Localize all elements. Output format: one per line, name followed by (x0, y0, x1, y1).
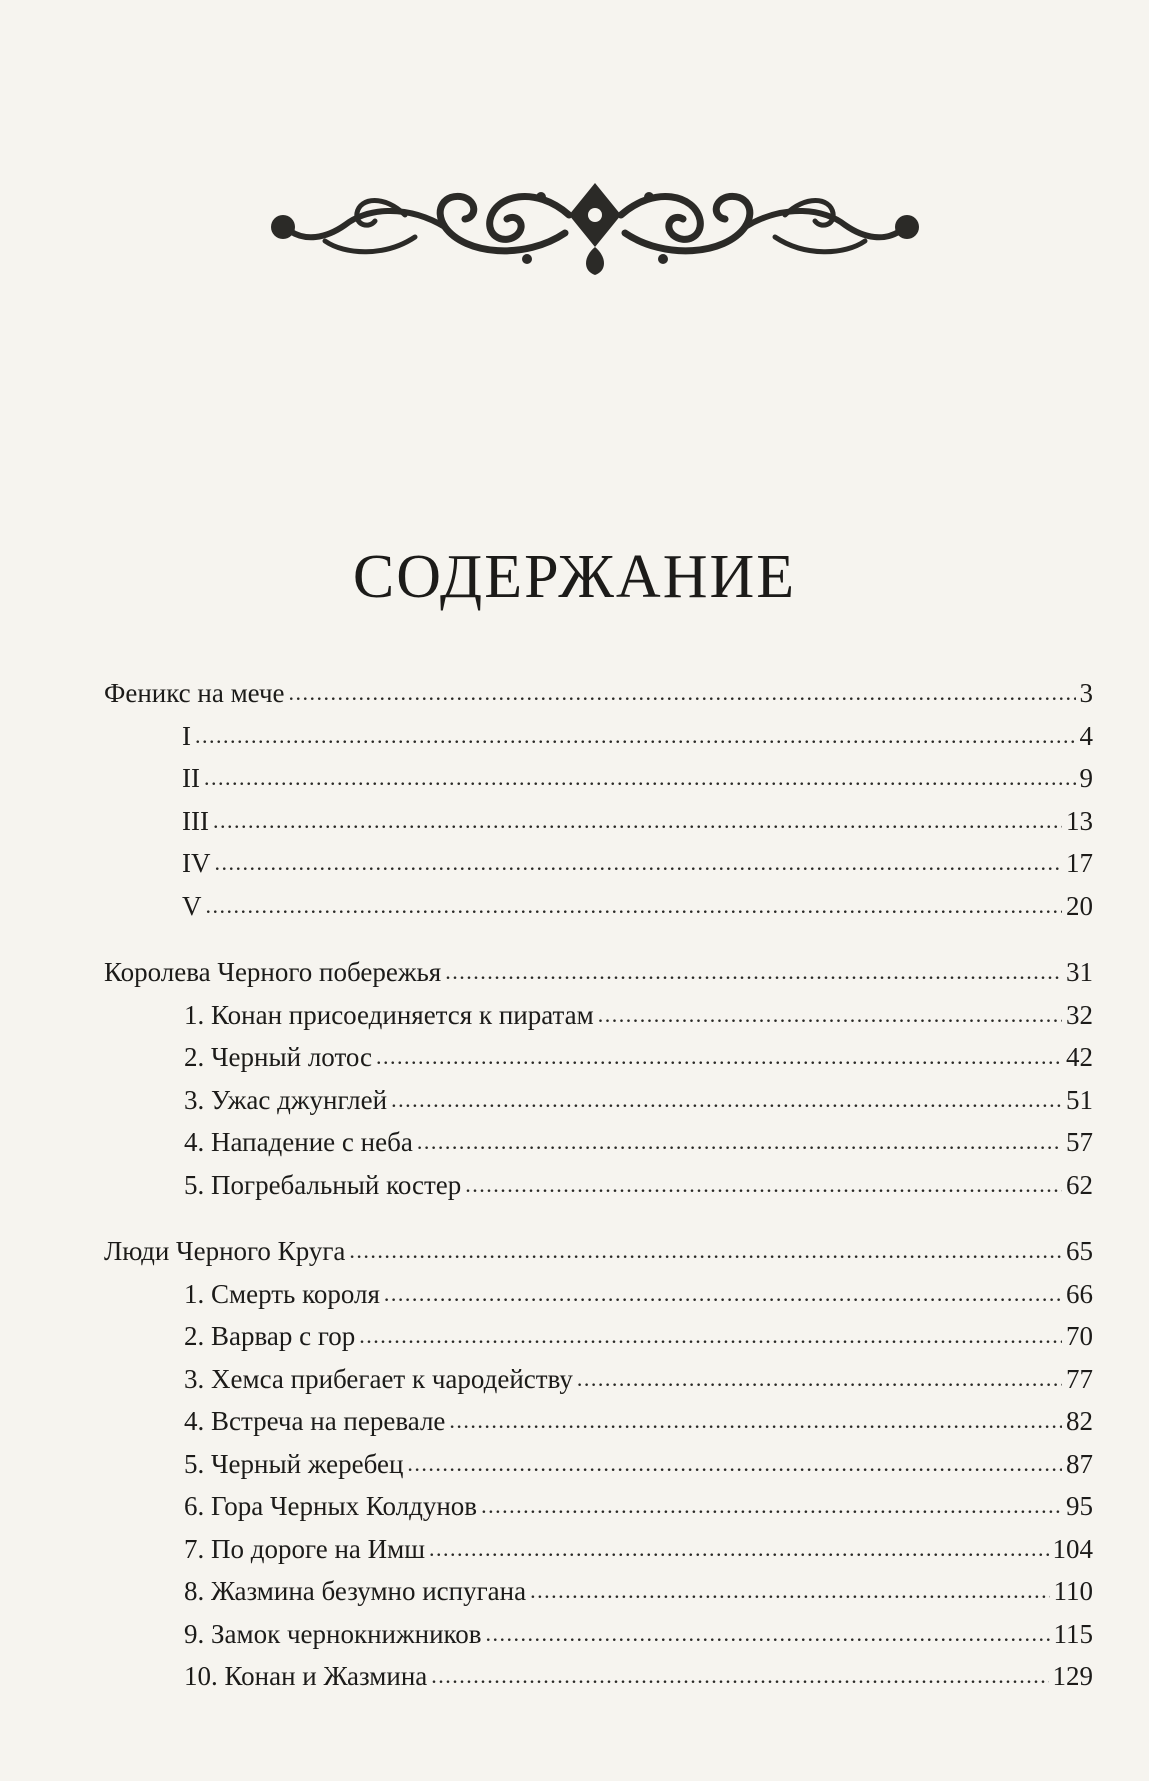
toc-page-number: 115 (1053, 1618, 1093, 1649)
toc-page-number: 20 (1066, 890, 1093, 921)
dot-leader (481, 1483, 1062, 1528)
toc-entry-label: 4. Нападение с неба (184, 1127, 413, 1157)
toc-page-number: 110 (1053, 1576, 1093, 1606)
toc-page-number: 31 (1066, 957, 1093, 987)
dot-leader (417, 1119, 1062, 1164)
dot-leader (289, 670, 1076, 715)
toc-page-number: 77 (1066, 1363, 1093, 1394)
toc-page-number: 66 (1066, 1278, 1093, 1309)
toc-entry-label: 5. Погребальный костер (184, 1169, 462, 1200)
toc-page-number: 42 (1066, 1042, 1093, 1072)
toc-entry-label: 5. Черный жеребец (184, 1448, 404, 1479)
toc-section-1 (104, 672, 1093, 927)
toc-entry-label: IV (182, 848, 211, 878)
toc-page-number: 17 (1066, 848, 1093, 878)
toc-page-number: 87 (1066, 1448, 1093, 1479)
toc-entry-label: 7. По дороге на Имш (184, 1533, 425, 1564)
toc-heading-label: Феникс на мече (104, 678, 285, 708)
toc-page-number: 3 (1079, 678, 1093, 708)
toc-page-number: 82 (1066, 1406, 1093, 1436)
toc-entry (104, 842, 1093, 885)
dot-leader (391, 1077, 1062, 1122)
toc-entry-label: I (182, 720, 191, 751)
toc-entry (104, 1036, 1093, 1079)
toc-entry (104, 1358, 1093, 1401)
toc-entry-label: 8. Жазмина безумно испугана (184, 1576, 527, 1606)
toc-page-number: 129 (1052, 1661, 1093, 1691)
toc-entry (104, 1485, 1093, 1528)
toc-entry (104, 885, 1093, 928)
toc-entry (104, 1315, 1093, 1358)
dot-leader (407, 1441, 1062, 1486)
toc-entry (104, 1655, 1093, 1698)
toc-entry (104, 1570, 1093, 1613)
toc-heading (104, 951, 1093, 994)
toc-entry (104, 1528, 1093, 1571)
toc-entry-label: II (182, 763, 200, 793)
dot-leader (213, 798, 1062, 843)
toc-page-number: 57 (1066, 1127, 1093, 1157)
toc-page-number: 9 (1079, 763, 1093, 793)
toc-entry-label: 3. Ужас джунглей (184, 1084, 388, 1115)
toc-entry (104, 1079, 1093, 1122)
toc-heading-label: Королева Черного побережья (104, 957, 442, 987)
toc-page-number: 65 (1066, 1236, 1093, 1266)
toc-entry-label: III (182, 805, 209, 836)
toc-entry-label: 3. Хемса прибегает к чародейству (184, 1363, 573, 1394)
dot-leader (206, 883, 1063, 928)
toc-section-2 (104, 951, 1093, 1206)
dot-leader (195, 713, 1076, 758)
toc-entry-label: 9. Замок чернокнижников (184, 1618, 482, 1649)
toc-entry (104, 1273, 1093, 1316)
toc-entry (104, 1613, 1093, 1656)
dot-leader (449, 1398, 1062, 1443)
dot-leader (429, 1526, 1049, 1571)
toc-page-number: 62 (1066, 1169, 1093, 1200)
toc-section-3 (104, 1230, 1093, 1698)
toc-heading (104, 672, 1093, 715)
toc-page-number: 32 (1066, 999, 1093, 1030)
toc-entry-label: 6. Гора Черных Колдунов (184, 1491, 478, 1521)
toc-page-number: 13 (1066, 805, 1093, 836)
toc-entry-label: 4. Встреча на перевале (184, 1406, 446, 1436)
toc-entry (104, 1443, 1093, 1486)
page-title: СОДЕРЖАНИЕ (352, 542, 797, 611)
toc-heading-label: Люди Черного Круга (104, 1236, 346, 1266)
dot-leader (349, 1228, 1062, 1273)
toc-entry-label: 1. Конан присоединяется к пиратам (184, 999, 594, 1030)
toc-entry-label: 2. Черный лотос (184, 1042, 373, 1072)
dot-leader (598, 992, 1062, 1037)
toc-page-number: 51 (1066, 1084, 1093, 1115)
dot-leader (577, 1356, 1062, 1401)
dot-leader (204, 755, 1076, 800)
dot-leader (359, 1313, 1062, 1358)
toc-entry (104, 994, 1093, 1037)
toc-heading (104, 1230, 1093, 1273)
toc-page-number: 70 (1066, 1321, 1093, 1351)
dot-leader (215, 840, 1063, 885)
dot-leader (445, 949, 1062, 994)
toc-entry-label: 10. Конан и Жазмина (184, 1661, 428, 1691)
dot-leader (384, 1271, 1062, 1316)
toc-entry (104, 757, 1093, 800)
dot-leader (465, 1162, 1062, 1207)
decorative-scroll-ornament-icon (265, 175, 925, 280)
toc-entry (104, 1121, 1093, 1164)
toc-entry (104, 715, 1093, 758)
dot-leader (376, 1034, 1062, 1079)
toc-page-number: 4 (1079, 720, 1093, 751)
toc-page-number: 104 (1052, 1533, 1093, 1564)
toc-entry (104, 800, 1093, 843)
toc-entry (104, 1400, 1093, 1443)
toc-entry-label: 1. Смерть короля (184, 1278, 380, 1309)
table-of-contents (104, 672, 1093, 1698)
toc-entry (104, 1164, 1093, 1207)
toc-page-number: 95 (1066, 1491, 1093, 1521)
dot-leader (486, 1611, 1050, 1656)
dot-leader (431, 1653, 1048, 1698)
toc-entry-label: V (182, 890, 202, 921)
dot-leader (530, 1568, 1049, 1613)
toc-entry-label: 2. Варвар с гор (184, 1321, 356, 1351)
